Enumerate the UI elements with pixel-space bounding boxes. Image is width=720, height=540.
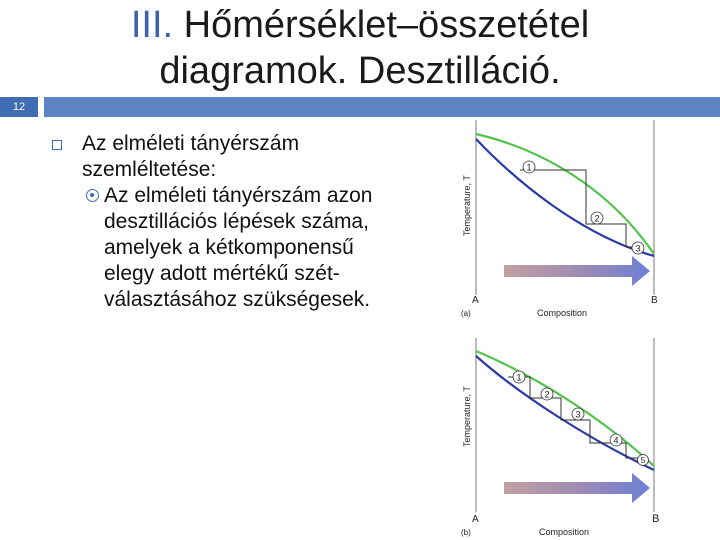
figure-b-step-5 — [638, 455, 649, 466]
figure-a-step-1-label: 1 — [526, 162, 532, 173]
figure-b-step-3-label: 3 — [575, 409, 581, 420]
bullet-2-line-1: Az elméleti tányérszám azon — [104, 184, 373, 207]
figure-a-step-2-label: 2 — [594, 213, 600, 224]
figure-b — [461, 338, 659, 537]
figure-a-liquid-curve — [476, 139, 654, 256]
figure-b-step-3 — [572, 408, 584, 420]
figure-a-step-2 — [591, 212, 603, 224]
page-number: 12 — [0, 97, 38, 117]
figure-a-xlabel: Composition — [537, 308, 588, 318]
figure-b-step-1 — [513, 371, 525, 383]
title-roman-numeral: III. — [130, 4, 174, 46]
bullet-2-line-3: amelyek a kétkomponensű — [104, 236, 354, 259]
figure-b-x-left: A — [472, 514, 479, 525]
bullet-2-line-4: elegy adott mértékű szét- — [104, 262, 340, 285]
figure-a — [461, 120, 658, 318]
figure-a-vapor-curve — [476, 134, 654, 254]
bullet-2-line-5: választásához szükségesek. — [104, 288, 371, 311]
bullet-2-line-2: desztillációs lépések száma, — [104, 210, 369, 233]
figure-b-arrow-icon — [504, 473, 650, 503]
figure-b-vapor-curve — [476, 351, 654, 466]
figure-b-step-5-label: 5 — [640, 456, 646, 465]
figure-b-step-4-label: 4 — [613, 435, 619, 446]
figure-a-step-1 — [523, 161, 535, 173]
figure-b-step-2 — [541, 388, 553, 400]
bullet-1-line-2: szemléltetése: — [82, 158, 217, 181]
bullet-1-line-1: Az elméleti tányérszám — [82, 132, 300, 155]
title-line-1: Hőmérséklet–összetétel — [183, 4, 590, 46]
figure-a-step-3-label: 3 — [635, 243, 641, 254]
figure-a-ylabel: Temperature, T — [462, 175, 472, 236]
figure-a-arrow-icon — [504, 256, 650, 286]
figure-b-xlabel: Composition — [539, 527, 590, 537]
figure-b-step-1-label: 1 — [516, 372, 522, 383]
title-line-2: diagramok. Desztilláció. — [159, 50, 561, 92]
figure-a-x-left: A — [472, 295, 479, 306]
figure-b-panel-label: (b) — [461, 528, 471, 537]
figure-b-step-4 — [610, 434, 622, 446]
figure-b-step-2-label: 2 — [544, 389, 550, 400]
figure-a-step-3 — [632, 242, 644, 254]
figure-a-panel-label: (a) — [461, 309, 471, 318]
figure-b-x-right: B — [652, 513, 660, 525]
figure-a-x-right: B — [651, 295, 658, 306]
figure-b-ylabel: Temperature, T — [462, 386, 472, 447]
figure-b-liquid-curve — [476, 356, 654, 470]
